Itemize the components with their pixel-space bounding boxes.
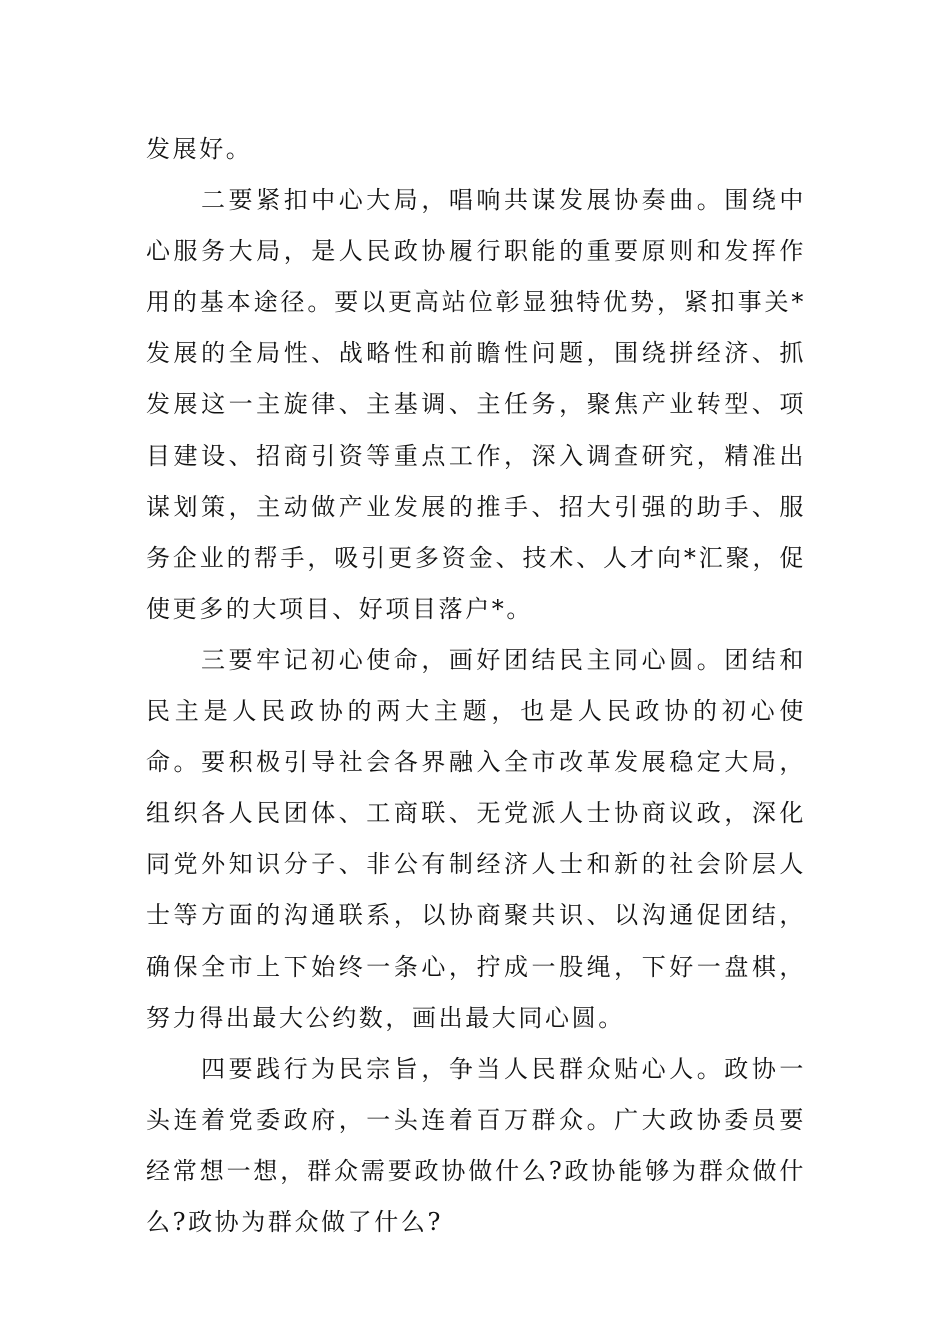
- paragraph-1-continuation: 发展好。: [146, 135, 253, 163]
- paragraph-4-serve-people: 四要践行为民宗旨，争当人民群众贴心人。政协一头连着党委政府，一头连着百万群众。广大政协委员要经常想一想，群众需要政协做什么?政协能够为群众做什么?政协为群众做了什么?: [146, 1054, 806, 1236]
- document-page: [146, 124, 806, 1248]
- paragraph-3-unity-democracy: 三要牢记初心使命，画好团结民主同心圆。团结和民主是人民政协的两大主题，也是人民政协的初心使命。要积极引导社会各界融入全市改革发展稳定大局，组织各人民团体、工商联、无党派人士协商议政，深化同党外知识分子、非公有制经济人士和新的社会阶层人士等方面的沟通联系，以协商聚共识、以沟通促团结，确保全市上下始终一条心，拧成一股绳，下好一盘棋，努力得出最大公约数，画出最大同心圆。: [146, 645, 806, 1032]
- paragraph-2-center-overall: 二要紧扣中心大局，唱响共谋发展协奏曲。围绕中心服务大局，是人民政协履行职能的重要原则和发挥作用的基本途径。要以更高站位彰显独特优势，紧扣事关*发展的全局性、战略性和前瞻性问题，围绕拼经济、抓发展这一主旋律、主基调、主任务，聚焦产业转型、项目建设、招商引资等重点工作，深入调查研究，精准出谋划策，主动做产业发展的推手、招大引强的助手、服务企业的帮手，吸引更多资金、技术、人才向*汇聚，促使更多的大项目、好项目落户*。: [146, 186, 806, 623]
